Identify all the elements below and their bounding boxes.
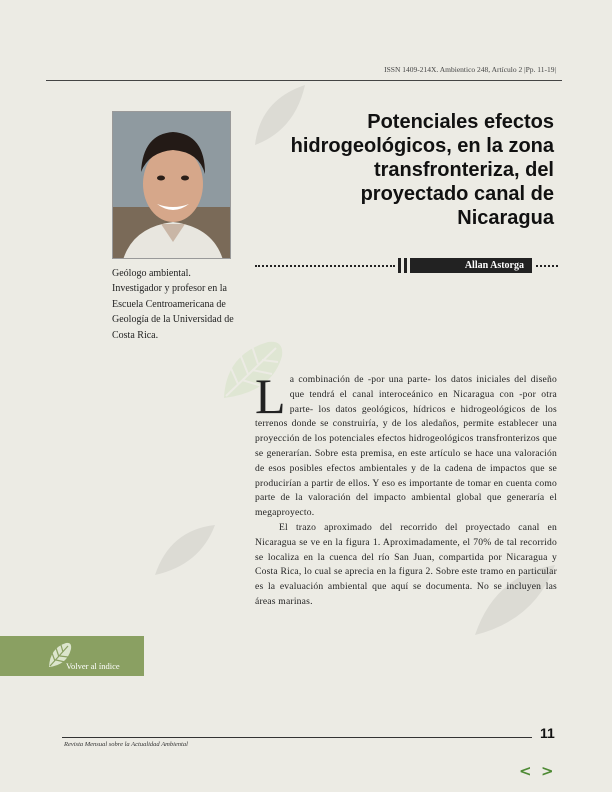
rule-bar: [404, 258, 407, 273]
journal-name: Revista Mensual sobre la Actualidad Ambiental: [64, 741, 188, 748]
header-rule: [46, 80, 562, 81]
author-bio: Geólogo ambiental. Investigador y profesor en la Escuela Centroamericana de Geología de la Universidad de Costa Rica.: [112, 268, 234, 341]
volver-label[interactable]: Volver al índice: [66, 661, 120, 671]
article-title: Potenciales efectos hidrogeológicos, en la zona transfronteriza, del proyectado canal de Nicaragua: [290, 111, 554, 229]
paragraph-2: El trazo aproximado del recorrido del proyectado canal en Nicaragua se ve en la figura 1. Aproximadamente, el 70% de tal recorrido se localiza en la cuenca del río San Juan, compartida por Nicaragua y Costa Rica, lo cual se aprecia en la figura 2. Sobre este tramo en particular es la evaluación ambiental que aquí se documenta. No se incluyen las áreas marinas.: [255, 521, 557, 607]
paragraph-1-text: a combinación de -por una parte- los datos iniciales del diseño que tendrá el canal interoceánico en Nicaragua con -por otra parte- los datos geológicos, hídricos e hidrogeológicos de los terrenos donde se construiría, y de los aledaños, permite establecer una proyección de los potenciales efectos hidrogeológicos transfronterizos que se generarían. Sobre esta premisa, en este artículo se hace una valoración de esos posibles efectos ambientales y de la cadena de impactos que se producirían a partir de ellos. Y eso es importante de tomar en cuenta como parte de la valoración del impacto ambiental global que generaría el megaproyecto.: [255, 374, 557, 519]
rule-bar: [398, 258, 401, 273]
footer-rule: [62, 737, 532, 738]
author-name: Allan Astorga: [410, 258, 532, 273]
prev-arrow-icon[interactable]: <: [519, 762, 532, 780]
author-photo: [112, 111, 231, 259]
article-body: [255, 368, 557, 610]
page-number: 11: [540, 725, 555, 741]
drop-cap: L: [255, 368, 286, 424]
next-arrow-icon[interactable]: >: [541, 762, 554, 780]
issn-header: ISSN 1409-214X. Ambientico 248, Artículo 2 |Pp. 11-19|: [384, 65, 556, 74]
dotted-rule: [255, 265, 395, 267]
dotted-rule: [536, 265, 558, 267]
paragraph-1: [255, 368, 557, 521]
background-leaf: [150, 520, 220, 580]
